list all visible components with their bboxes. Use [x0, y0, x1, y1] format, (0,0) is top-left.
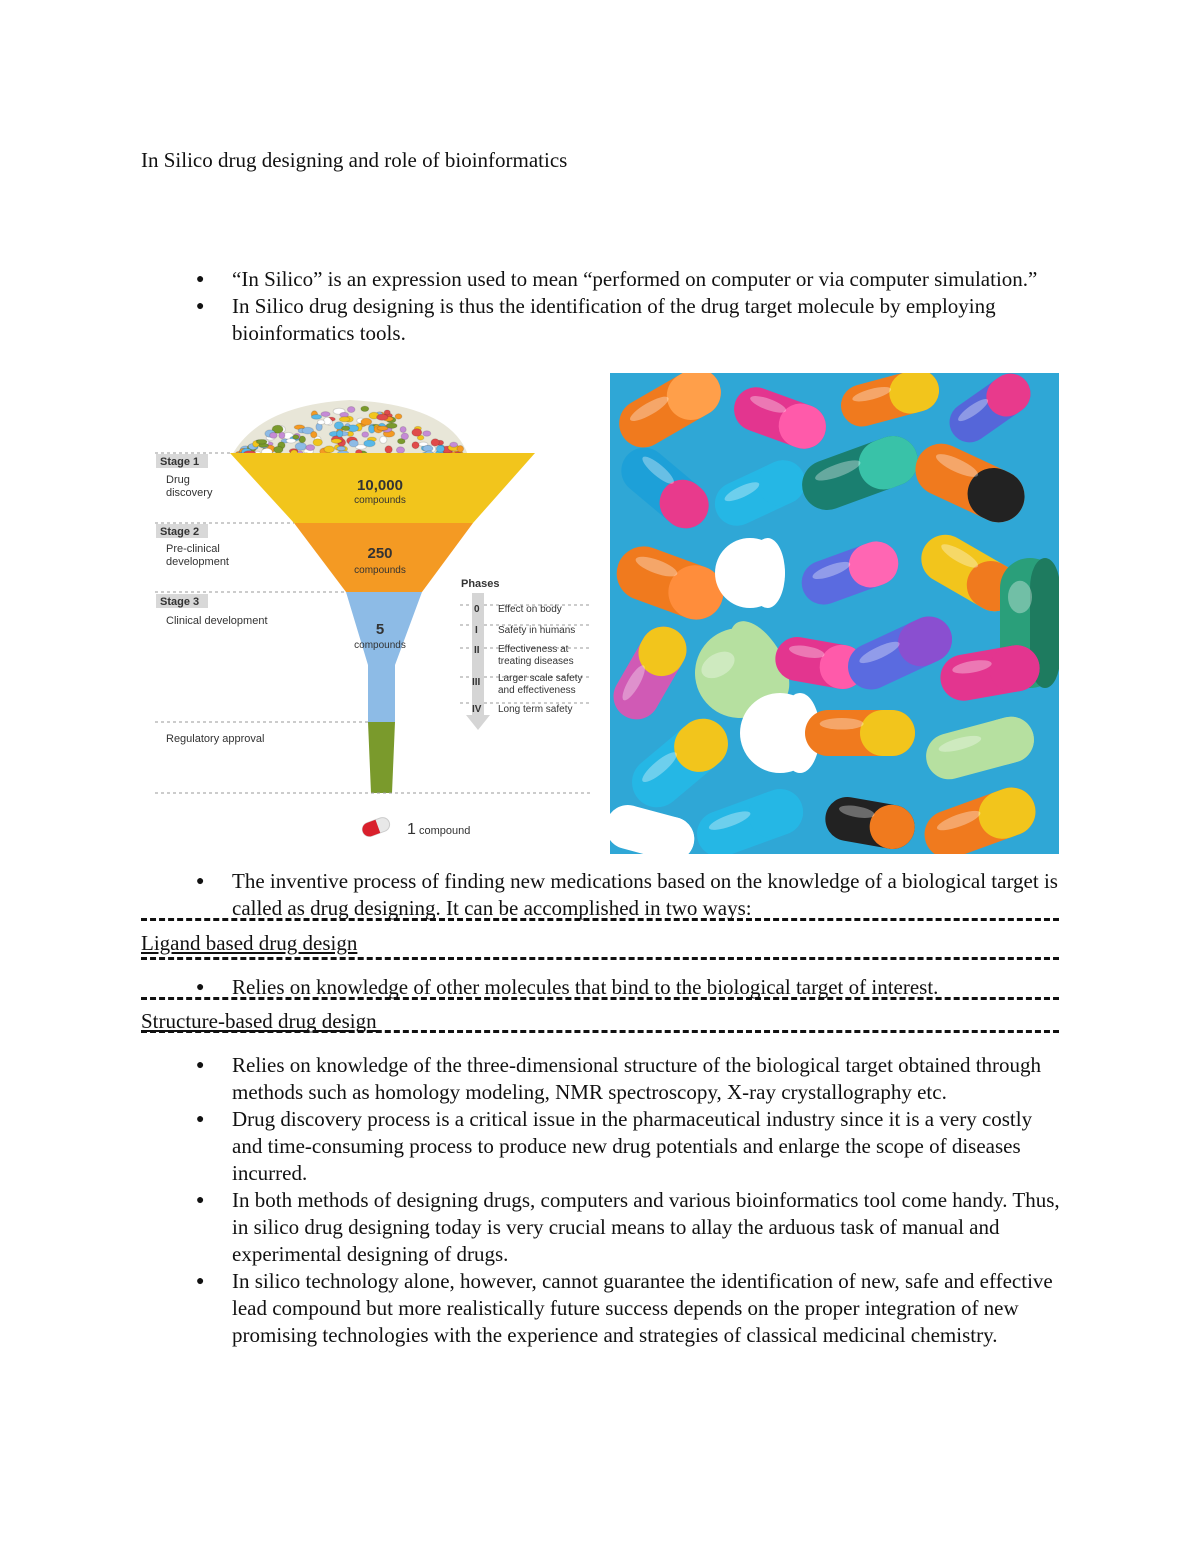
pill-dot: [339, 417, 350, 422]
pill-dot: [347, 407, 355, 413]
phase-desc: Effect on body: [498, 604, 562, 615]
phase-desc-b: treating diseases: [498, 656, 574, 667]
process-bullet-list: [0, 868, 1200, 922]
pill-dot: [293, 435, 299, 439]
pill-dot: [361, 418, 372, 425]
capsule-half: [860, 710, 915, 756]
capsule-highlight: [1008, 581, 1032, 614]
bullet-text: In silico technology alone, however, cannot guarantee the identification of new, safe and effective lead compound but more realistically future success depends on the proper integration of new promising technologies with the experience and strategies of classical medicinal chemistry.: [232, 1269, 1053, 1347]
list-item: [0, 266, 1200, 293]
phase-num: 0: [474, 604, 480, 615]
drug-discovery-funnel-figure: [150, 385, 600, 845]
phase-num: III: [472, 677, 481, 688]
bullet-text: In Silico drug designing is thus the identification of the drug target molecule by employing bioinformatics tools.: [232, 294, 996, 345]
dashed-rule: [141, 918, 1059, 921]
pill-dot: [274, 446, 283, 452]
pill-dot: [342, 426, 350, 431]
final-unit: compound: [419, 825, 471, 837]
pill-dot: [337, 430, 343, 437]
intro-bullet-list: [0, 266, 1200, 347]
funnel-stage3-segment: [346, 592, 422, 722]
phase-desc-b: and effectiveness: [498, 685, 576, 696]
capsule-shape: [805, 710, 915, 756]
ligand-heading-text: Ligand based drug design: [141, 931, 358, 955]
capsule-highlight: [820, 718, 864, 730]
pill-dot: [436, 445, 444, 452]
capsule-icon: [360, 816, 391, 839]
pill-dot: [311, 415, 321, 420]
pill-dot: [450, 442, 458, 447]
pill-dot: [412, 442, 419, 449]
stage1-label: Stage 1: [160, 456, 200, 468]
pill-dot: [380, 436, 387, 443]
funnel-approval-segment: [368, 722, 395, 793]
pill-dot: [457, 446, 464, 453]
bullet-icon: ●: [196, 299, 205, 314]
page-title: In Silico drug designing and role of bioinformatics: [141, 148, 568, 172]
list-item: [0, 293, 1200, 347]
count-stage2: 250: [367, 545, 393, 562]
phase-desc: Effectiveness at: [498, 644, 569, 655]
count-stage3: 5: [375, 621, 385, 638]
bullet-icon: ●: [196, 1274, 205, 1289]
stage1-desc-b: discovery: [166, 487, 213, 499]
pill-dot: [270, 432, 278, 438]
pill-dot: [317, 420, 324, 425]
pill-dot: [377, 414, 388, 420]
phase-desc: Safety in humans: [498, 625, 576, 636]
bullet-text: “In Silico” is an expression used to mean “performed on computer or via computer simulation.”: [232, 267, 1038, 291]
list-item: [0, 1106, 1200, 1187]
phase-desc: Larger scale safety: [498, 673, 583, 684]
list-item: [0, 1268, 1200, 1349]
stage2-desc-b: development: [166, 556, 229, 568]
capsule-half: [750, 538, 785, 608]
bullet-text: Relies on knowledge of the three-dimensional structure of the biological target obtained through methods such as homology modeling, NMR spectroscopy, X-ray crystallography etc.: [232, 1053, 1042, 1104]
pill-dot: [395, 414, 402, 419]
pill-dot: [412, 429, 422, 437]
unit-stage2: compounds: [354, 565, 406, 576]
phase-num: I: [475, 625, 478, 636]
dashed-rule: [141, 957, 1059, 960]
bullet-icon: ●: [196, 272, 205, 287]
phase-num: II: [474, 645, 480, 656]
pill-dot: [256, 440, 267, 445]
pill-pile: [232, 400, 468, 458]
pill-dot: [361, 406, 369, 411]
ligand-heading: [141, 930, 1059, 957]
bullet-text: In both methods of designing drugs, computers and various bioinformatics tool come handy. Thus, in silico drug designing today is very crucial means to allay the arduous task of manual and experimental designing of drugs.: [232, 1188, 1060, 1266]
pill-dot: [337, 446, 346, 450]
bullet-icon: ●: [196, 1193, 205, 1208]
pill-dot: [313, 439, 322, 446]
pill-dot: [423, 431, 431, 437]
bullet-text: Drug discovery process is a critical issue in the pharmaceutical industry since it is a very costly and time-consuming process to produce new drug potentials and enlarge the scope of diseases incurred.: [232, 1107, 1033, 1185]
bullet-text: The inventive process of finding new medications based on the knowledge of a biological target is called as drug designing. It can be accomplished in two ways:: [232, 869, 1058, 920]
unit-stage3: compounds: [354, 640, 406, 651]
pill-dot: [386, 423, 397, 428]
stage2-desc-a: Pre-clinical: [166, 543, 220, 555]
pill-dot: [321, 412, 330, 417]
stage3-desc: Clinical development: [166, 615, 268, 627]
pill-dot: [324, 446, 334, 453]
capsule-shape: [715, 538, 785, 608]
bullet-icon: ●: [196, 874, 205, 889]
bullet-icon: ●: [196, 1112, 205, 1127]
structure-bullet-list: [0, 1052, 1200, 1349]
pill-dot: [311, 431, 317, 437]
capsule-highlight: [724, 550, 752, 568]
pill-dot: [400, 427, 406, 433]
dashed-rule: [141, 997, 1059, 1000]
phase-num: IV: [472, 704, 482, 715]
pill-dot: [306, 445, 315, 451]
regulatory-label: Regulatory approval: [166, 733, 265, 745]
dashed-rule: [141, 1030, 1059, 1033]
capsule-highlight: [751, 707, 783, 727]
pill-dot: [364, 440, 375, 447]
structure-heading-text: Structure-based drug design: [141, 1009, 377, 1033]
pill-dot: [401, 433, 408, 440]
bullet-icon: ●: [196, 980, 205, 995]
bullet-text: Relies on knowledge of other molecules that bind to the biological target of interest.: [232, 975, 939, 999]
pill-dot: [431, 439, 439, 446]
pill-dot: [362, 432, 369, 438]
bullet-icon: ●: [196, 1058, 205, 1073]
list-item: [0, 1187, 1200, 1268]
count-stage1: 10,000: [357, 477, 403, 494]
phases-title: Phases: [461, 578, 500, 590]
stage2-label: Stage 2: [160, 526, 200, 538]
phase-desc: Long term safety: [498, 704, 573, 715]
colorful-pills-photo: [610, 373, 1059, 854]
unit-stage1: compounds: [354, 495, 406, 506]
pill-dot: [385, 446, 392, 453]
pill-dot: [331, 439, 342, 443]
pill-dot: [396, 447, 404, 454]
list-item: [0, 1052, 1200, 1106]
pill-dot: [349, 440, 358, 447]
stage1-desc-a: Drug: [166, 474, 190, 486]
final-count: 1: [407, 821, 416, 838]
stage3-label: Stage 3: [160, 596, 200, 608]
list-item: [0, 868, 1200, 922]
